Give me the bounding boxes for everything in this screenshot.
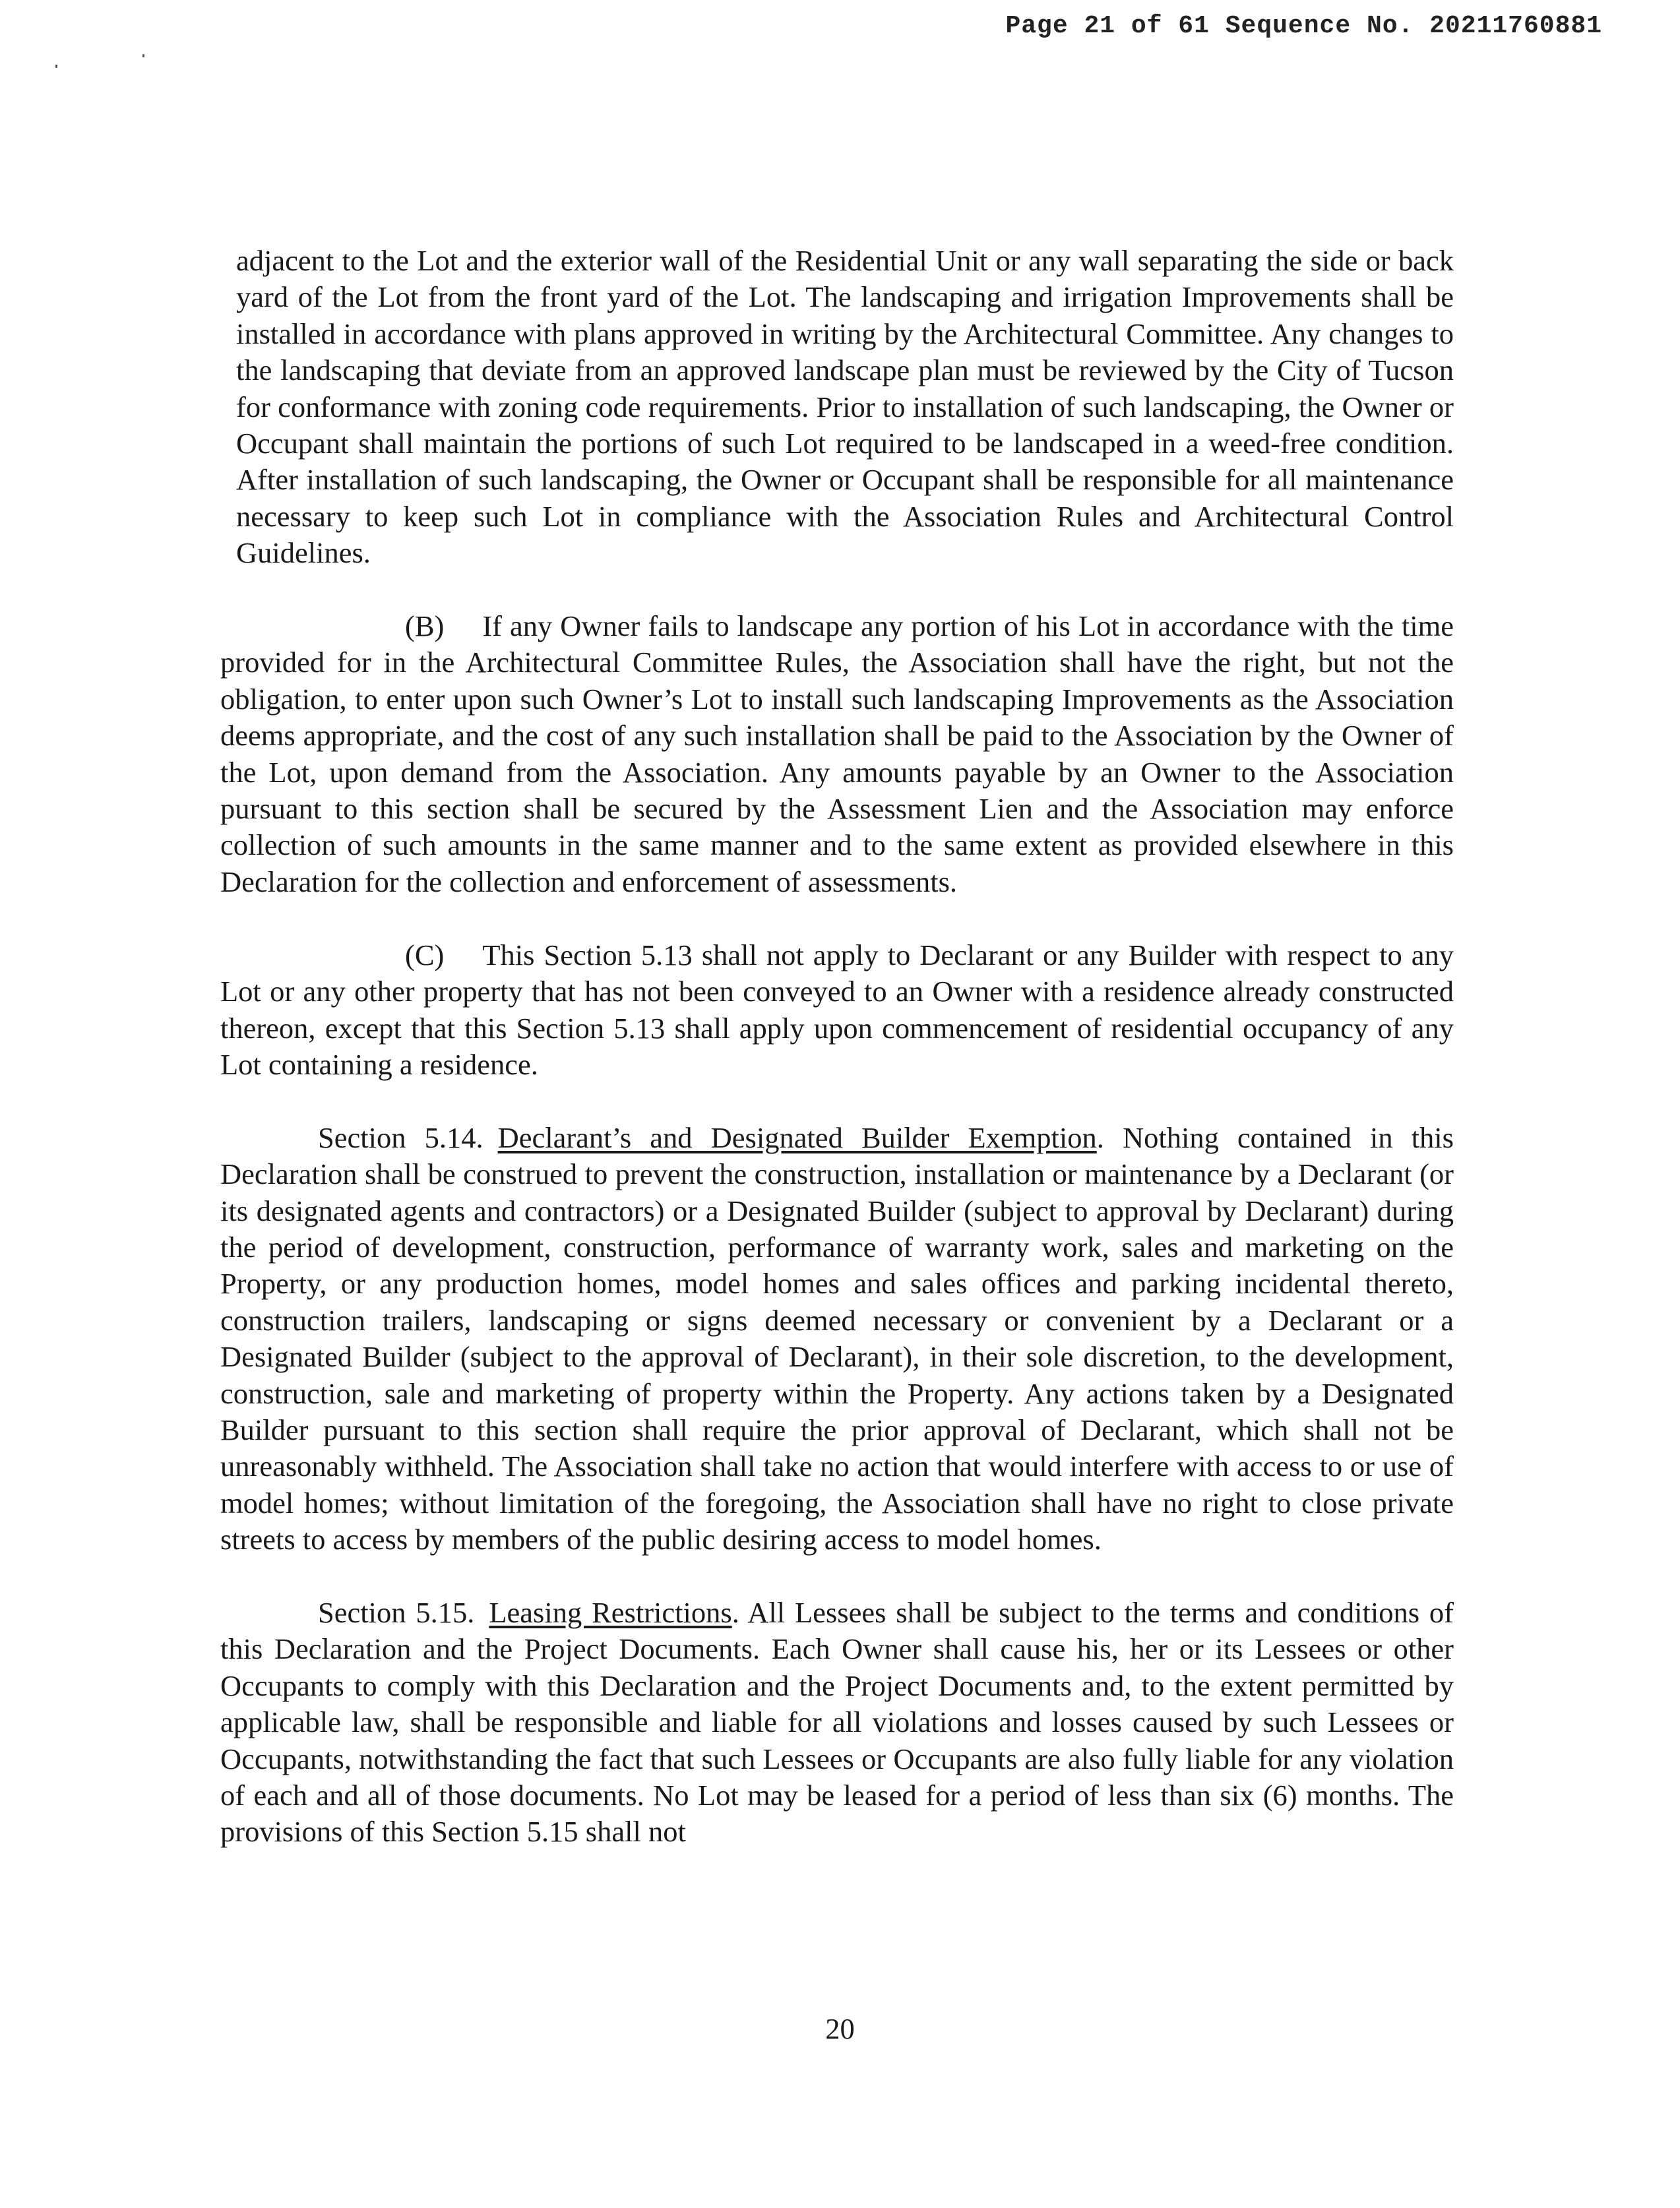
- scan-speck: [55, 65, 57, 68]
- section-5-14-title: Declarant’s and Designated Builder Exemption: [497, 1120, 1097, 1154]
- paragraph-landscaping-continued: adjacent to the Lot and the exterior wall of the Residential Unit or any wall separating the side or back yard of the Lot from the front yard of the Lot. The landscaping and irrigation Improvements shall be installed in accordance with plans approved in writing by the Architectural Committee. Any changes to the landscaping that deviate from an approved landscape plan must be reviewed by the City of Tucson for conformance with zoning code requirements. Prior to installation of such landscaping, the Owner or Occupant shall maintain the portions of such Lot required to be landscaped in a weed-free condition. After installation of such landscaping, the Owner or Occupant shall be responsible for all maintenance necessary to keep such Lot in compliance with the Association Rules and Architectural Control Guidelines.: [236, 244, 1454, 570]
- section-5-14-number: Section 5.14.: [318, 1120, 483, 1154]
- section-5-15-title: Leasing Restrictions: [489, 1595, 732, 1629]
- document-body: [220, 243, 1454, 1887]
- section-5-14-text: . Nothing contained in this Declaration shall be construed to prevent the construction, installation or maintenance by a Declarant (or its designated agents and contractors) or a Designated Builder (subject to approval by Declarant) during the period of development, construction, performance of warranty work, sales and marketing on the Property, or any production homes, model homes and sales offices and parking incidental thereto, construction trailers, landscaping or signs deemed necessary or convenient by a Declarant or a Designated Builder (subject to the approval of Declarant), in their sole discretion, to the development, construction, sale and marketing of property within the Property. Any actions taken by a Designated Builder pursuant to this section shall require the prior approval of Declarant, which shall not be unreasonably withheld. The Association shall take no action that would interfere with access to or use of model homes; without limitation of the foregoing, the Association shall have no right to close private streets to access by members of the public desiring access to model homes.: [220, 1120, 1454, 1556]
- page-number: 20: [825, 2012, 855, 2045]
- section-5-15-text: . All Lessees shall be subject to the terms and conditions of this Declaration and the Project Documents. Each Owner shall cause his, her or its Lessees or other Occupants to comply with this Declaration and the Project Documents and, to the extent permitted by applicable law, shall be responsible and liable for all violations and losses caused by such Lessees or Occupants, notwithstanding the fact that such Lessees or Occupants are also fully liable for any violation of each and all of those documents. No Lot may be leased for a period of less than six (6) months. The provisions of this Section 5.15 shall not: [220, 1595, 1454, 1849]
- paragraph-b: [220, 608, 1454, 900]
- scan-speck: [142, 54, 144, 57]
- section-5-14: [220, 1120, 1454, 1558]
- paragraph-b-label: (B): [405, 609, 445, 643]
- page-header: Page 21 of 61 Sequence No. 20211760881: [1005, 12, 1602, 40]
- paragraph-c-text: This Section 5.13 shall not apply to Declarant or any Builder with respect to any Lot or any other property that has not been conveyed to an Owner with a residence already constructed thereon, except that this Section 5.13 shall apply upon commencement of residential occupancy of any Lot containing a residence.: [220, 938, 1454, 1081]
- section-5-15-number: Section 5.15.: [318, 1595, 475, 1629]
- section-5-15: [220, 1595, 1454, 1851]
- paragraph-b-text: If any Owner fails to landscape any portion of his Lot in accordance with the time provided for in the Architectural Committee Rules, the Association shall have the right, but not the obligation, to enter upon such Owner’s Lot to install such landscaping Improvements as the Association deems appropriate, and the cost of any such installation shall be paid to the Association by the Owner of the Lot, upon demand from the Association. Any amounts payable by an Owner to the Association pursuant to this section shall be secured by the Assessment Lien and the Association may enforce collection of such amounts in the same manner and to the same extent as provided elsewhere in this Declaration for the collection and enforcement of assessments.: [220, 609, 1454, 898]
- paragraph-c-label: (C): [405, 938, 445, 971]
- paragraph-c: [220, 937, 1454, 1084]
